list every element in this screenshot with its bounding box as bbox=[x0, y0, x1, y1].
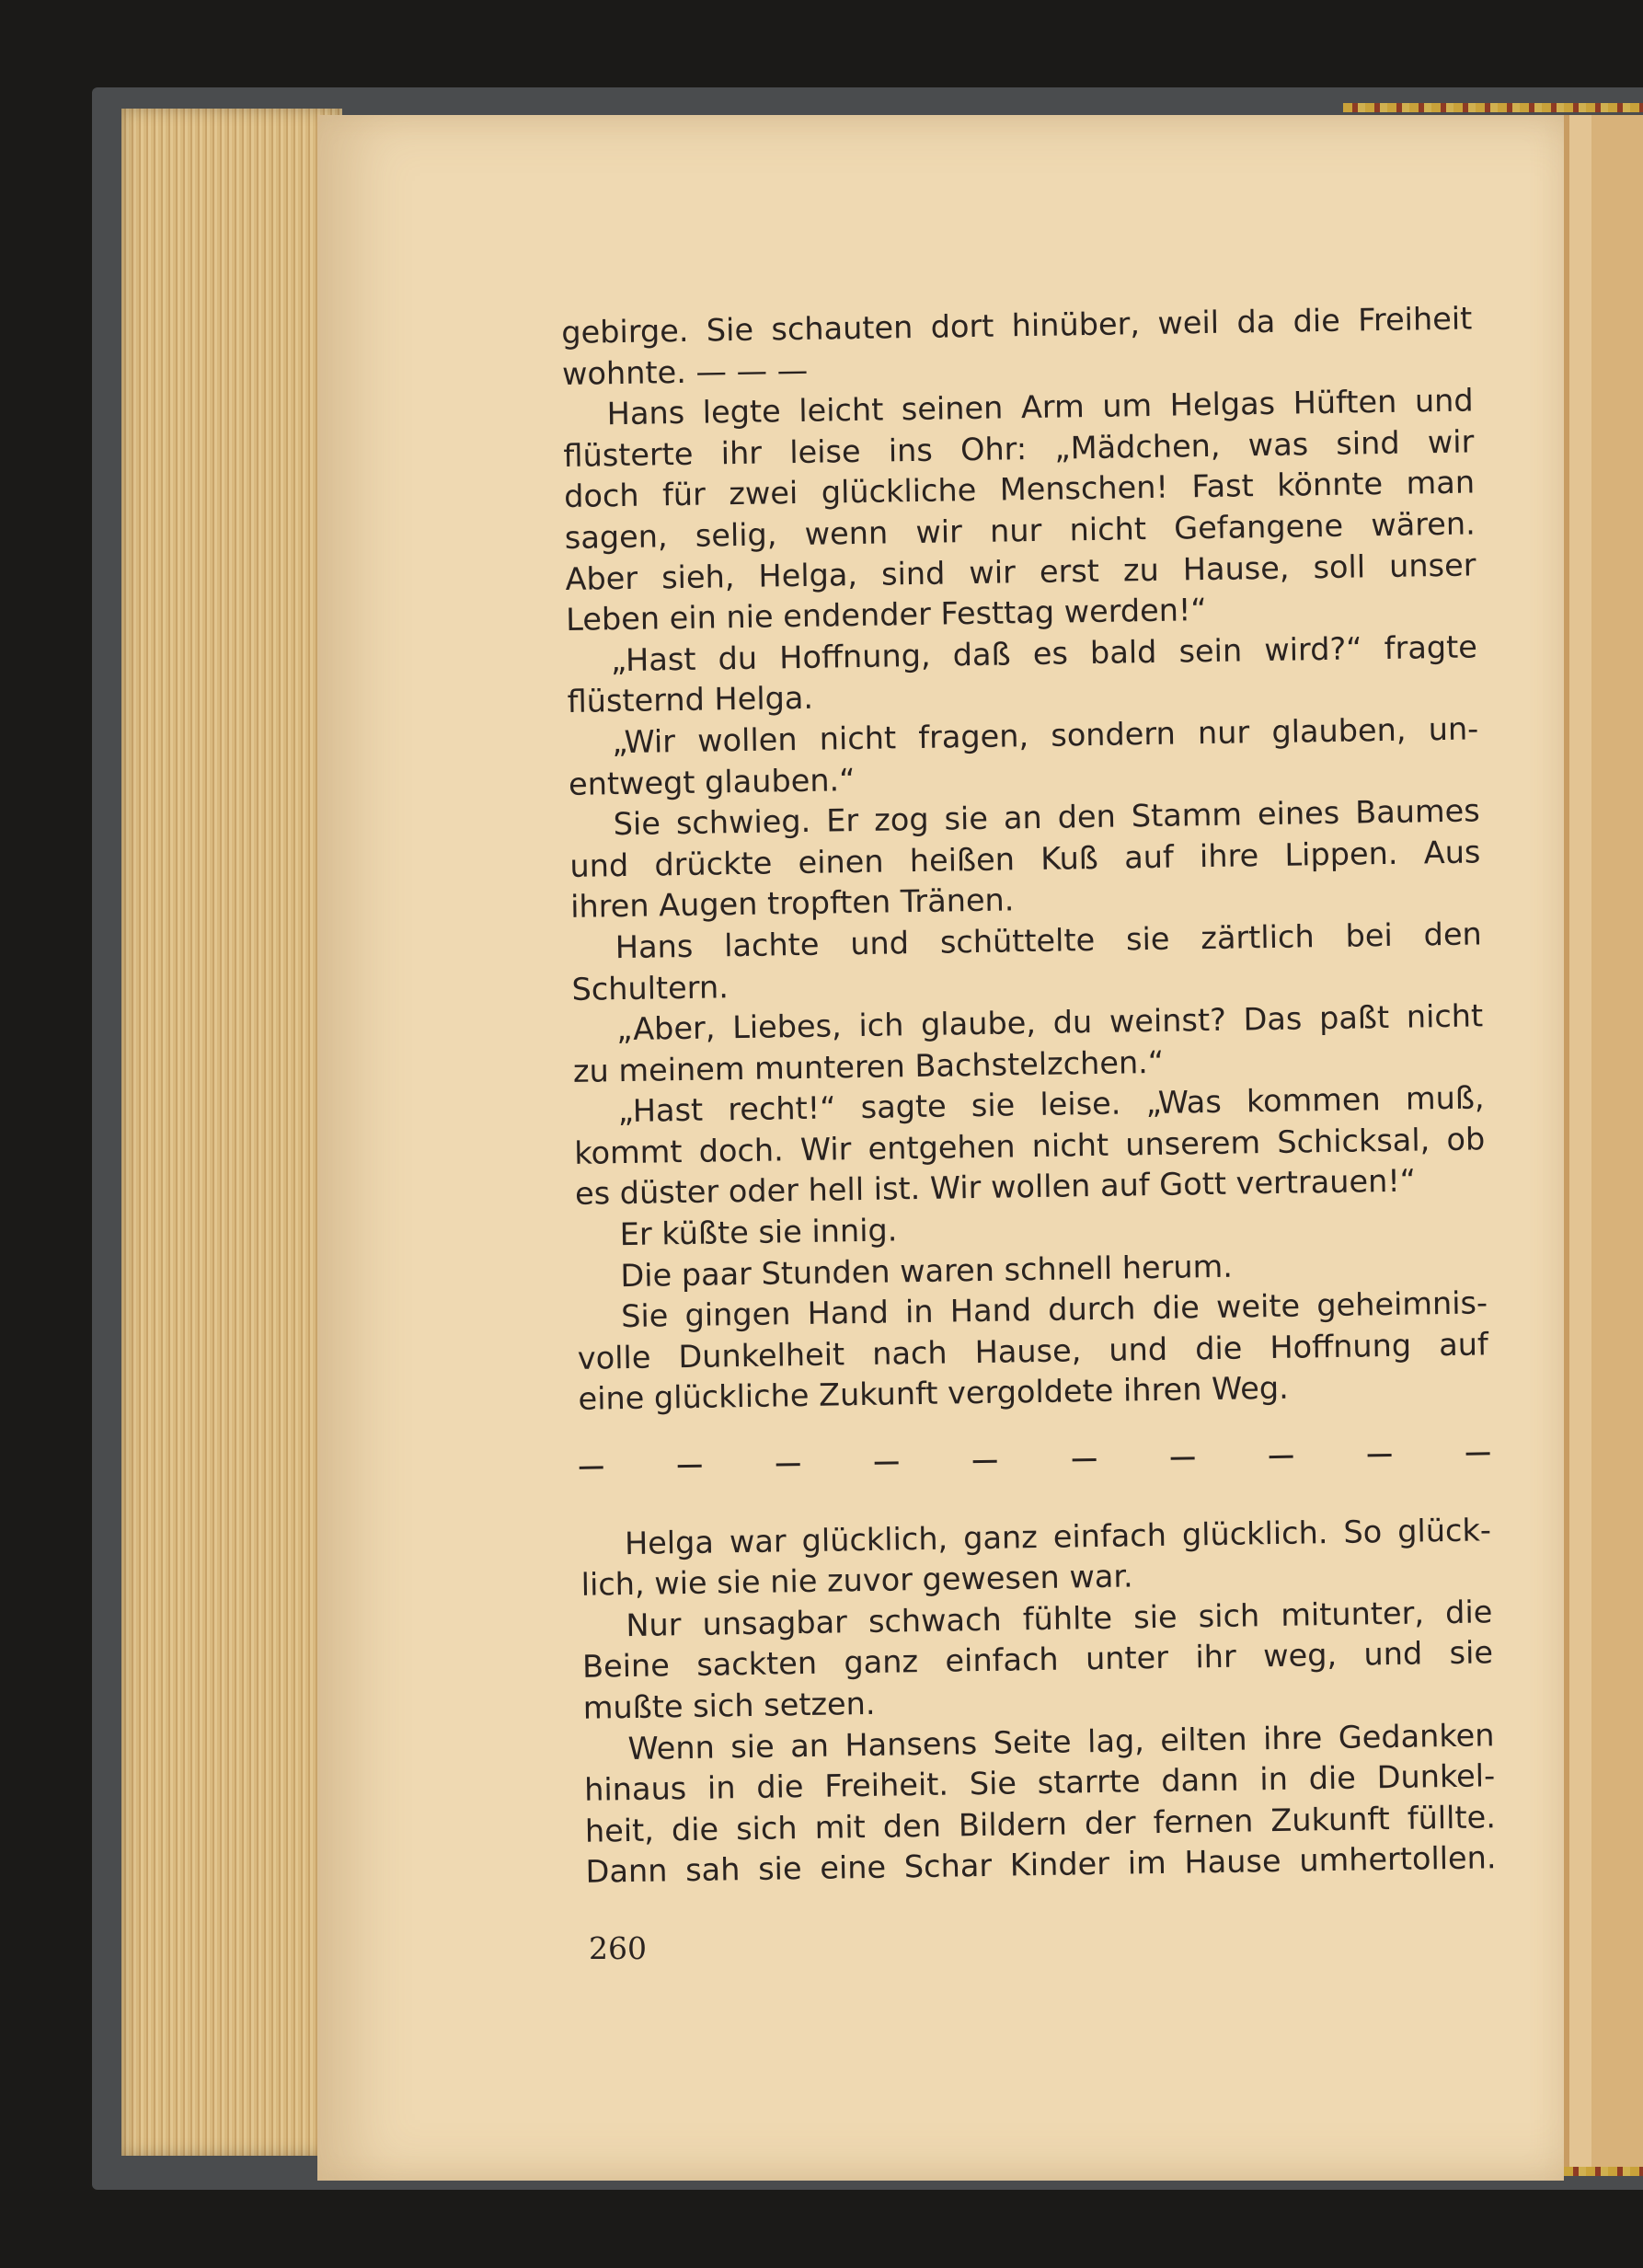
separator-dash bbox=[1367, 1454, 1391, 1456]
text-line: zu meinem munteren Bachstelzchen.“ bbox=[572, 1043, 1165, 1089]
text-line: „Aber, Liebes, ich glaube, du weinst? Das paßt nicht bbox=[615, 997, 1484, 1048]
text-line: Nur unsagbar schwach fühlte sie sich mitunter, die bbox=[626, 1594, 1493, 1643]
page-text bbox=[561, 298, 1497, 1893]
text-line: Hans legte leicht seinen Arm um Helgas Hüften und bbox=[606, 382, 1474, 432]
text-line: volle Dunkelheit nach Hause, und die Hoffnung auf bbox=[577, 1326, 1489, 1376]
text-line: „Hast du Hoffnung, daß es bald sein wird?“ fragte bbox=[610, 628, 1478, 678]
text-line: Er küßte sie innig. bbox=[619, 1212, 898, 1253]
text-line: doch für zwei glückliche Menschen! Fast könnte man bbox=[563, 464, 1476, 515]
text-line: lich, wie sie nie zuvor gewesen war. bbox=[580, 1558, 1133, 1604]
text-line: sagen, selig, wenn wir nur nicht Gefangene wären. bbox=[564, 505, 1476, 556]
separator-dash bbox=[1072, 1458, 1096, 1461]
separator-dash bbox=[776, 1463, 800, 1466]
separator-dash bbox=[1466, 1452, 1490, 1455]
text-line: flüsternd Helga. bbox=[567, 680, 814, 720]
text-line: heit, die sich mit den Bildern der fernen Zukunft füllte. bbox=[584, 1799, 1497, 1849]
text-line: es düster oder hell ist. Wir wollen auf Gott vertrauen!“ bbox=[574, 1162, 1417, 1213]
separator-dash bbox=[1269, 1456, 1293, 1458]
text-line: und drückte einen heißen Kuß auf ihre Lippen. Aus bbox=[569, 834, 1481, 884]
text-line: Schultern. bbox=[571, 968, 730, 1007]
section-separator bbox=[579, 1422, 1490, 1487]
text-line: entwegt glauben.“ bbox=[568, 761, 856, 802]
facing-page-edge bbox=[1564, 115, 1643, 2167]
page-stack-edge bbox=[121, 109, 342, 2156]
separator-dash bbox=[875, 1461, 899, 1464]
text-line: Sie gingen Hand in Hand durch die weite geheimnis- bbox=[620, 1284, 1488, 1335]
text-line: Sie schwieg. Er zog sie an den Stamm eines Baumes bbox=[613, 792, 1480, 843]
separator-dash bbox=[973, 1460, 997, 1463]
text-line: Hans lachte und schüttelte sie zärtlich bei den bbox=[615, 915, 1483, 966]
text-block-lower bbox=[580, 1510, 1497, 1894]
text-line: hinaus in die Freiheit. Sie starrte dann in die Dunkel- bbox=[583, 1757, 1496, 1808]
text-line: wohnte. — — — bbox=[561, 351, 809, 392]
text-line: Leben ein nie endender Festtag werden!“ bbox=[565, 592, 1208, 639]
text-line: mußte sich setzen. bbox=[582, 1685, 876, 1726]
text-line: Aber sieh, Helga, sind wir erst zu Hause, soll unser bbox=[565, 546, 1476, 597]
separator-dash bbox=[678, 1465, 702, 1468]
text-line: „Hast recht!“ sagte sie leise. „Was kommen muß, bbox=[617, 1079, 1485, 1130]
text-line: Die paar Stunden waren schnell herum. bbox=[620, 1248, 1234, 1294]
separator-dash bbox=[580, 1466, 603, 1468]
text-line: Beine sackten ganz einfach unter ihr weg, und sie bbox=[581, 1634, 1494, 1686]
separator-dash bbox=[1170, 1456, 1194, 1459]
text-line: Dann sah sie eine Schar Kinder im Hause umhertollen. bbox=[585, 1839, 1497, 1891]
book-headband-top bbox=[1343, 103, 1643, 112]
text-line: eine glückliche Zukunft vergoldete ihren Weg. bbox=[578, 1370, 1290, 1418]
page-number: 260 bbox=[589, 1930, 647, 1966]
text-block-upper bbox=[561, 298, 1489, 1420]
text-line: Wenn sie an Hansens Seite lag, eilten ihre Gedanken bbox=[627, 1716, 1495, 1767]
text-line: flüsterte ihr leise ins Ohr: „Mädchen, was sind wir bbox=[563, 423, 1475, 474]
text-line: kommt doch. Wir entgehen nicht unserem Schicksal, ob bbox=[574, 1121, 1486, 1171]
text-line: Helga war glücklich, ganz einfach glücklich. So glück- bbox=[624, 1511, 1492, 1561]
text-line: ihren Augen tropften Tränen. bbox=[569, 881, 1015, 926]
text-line: gebirge. Sie schauten dort hinüber, weil da die Freiheit bbox=[561, 300, 1473, 351]
text-line: „Wir wollen nicht fragen, sondern nur glauben, un- bbox=[612, 710, 1479, 761]
